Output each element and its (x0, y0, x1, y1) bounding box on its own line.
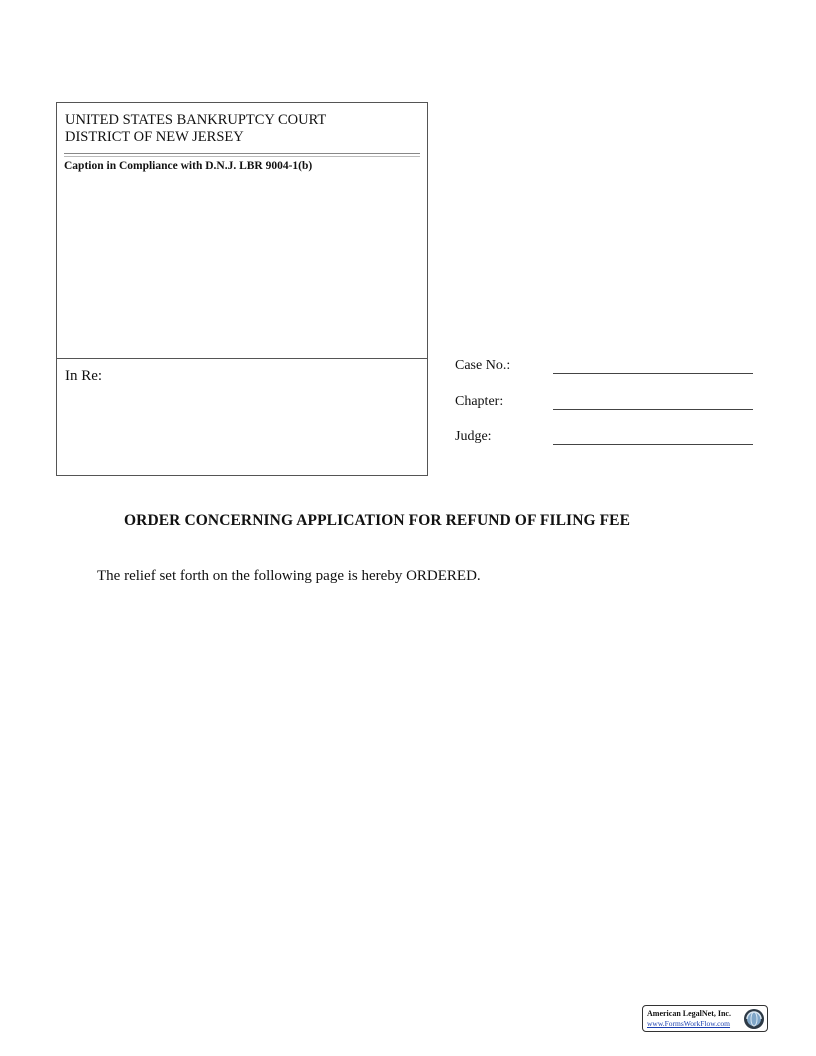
footer-website-link[interactable]: www.FormsWorkFlow.com (647, 1019, 731, 1028)
case-no-field[interactable] (553, 373, 753, 374)
judge-row (455, 429, 755, 449)
judge-field[interactable] (553, 444, 753, 445)
in-re-label: In Re: (65, 368, 103, 384)
court-name-line2: DISTRICT OF NEW JERSEY (65, 129, 244, 145)
court-name-line1: UNITED STATES BANKRUPTCY COURT (65, 112, 327, 128)
footer-company: American LegalNet, Inc. (647, 1009, 731, 1018)
case-no-row (455, 358, 755, 378)
caption-box (56, 102, 428, 476)
caption-compliance-note: Caption in Compliance with D.N.J. LBR 9004-1(b) (64, 160, 313, 172)
caption-divider-double (64, 153, 420, 157)
case-no-label: Case No.: (455, 358, 511, 373)
court-name (65, 112, 326, 146)
globe-logo-icon (743, 1008, 765, 1030)
chapter-row (455, 394, 755, 414)
chapter-label: Chapter: (455, 394, 504, 409)
footer-badge[interactable] (642, 1005, 768, 1032)
in-re-divider (57, 358, 427, 359)
relief-statement: The relief set forth on the following page is hereby ORDERED. (97, 568, 481, 584)
order-title: ORDER CONCERNING APPLICATION FOR REFUND OF FILING FEE (124, 512, 631, 529)
chapter-field[interactable] (553, 409, 753, 410)
judge-label: Judge: (455, 429, 492, 444)
